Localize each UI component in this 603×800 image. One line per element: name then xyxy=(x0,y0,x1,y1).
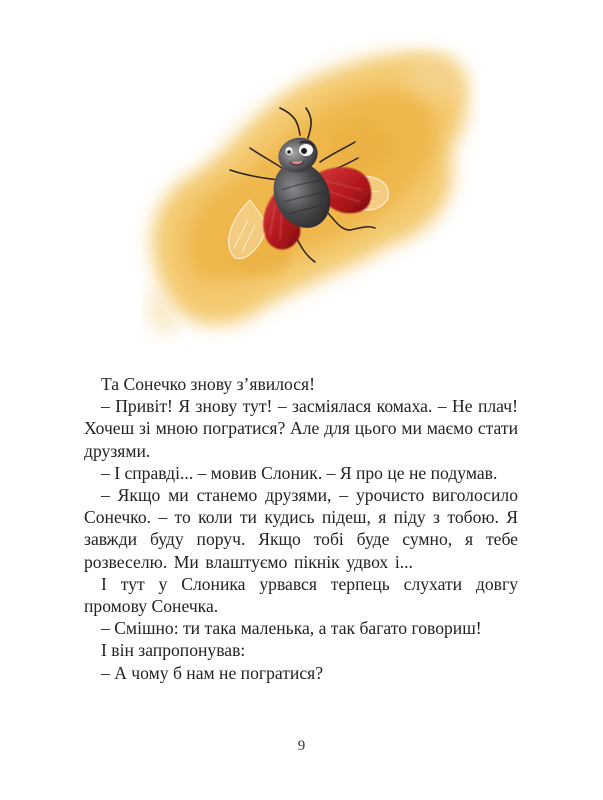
paragraph: І він запропонував: xyxy=(101,640,246,661)
paragraph: Та Сонечко знову з’явилося! xyxy=(101,374,315,394)
paragraph: – А чому б нам не погратися? xyxy=(101,662,324,683)
paragraph: – Якщо ми станемо друзями, – урочисто виголосило Сонечко. – то коли ти кудись підеш, я піду з тобою. Я завжди буду поруч. Якщо тобі буде сумно, я тебе розвеселю. Ми влаштуємо пікнік удвох і... xyxy=(84,485,518,572)
paragraph: – І справді... – мовив Слоник. – Я про це не подумав. xyxy=(101,462,498,483)
paragraph: І тут у Слоника урвався терпець слухати довгу промову Сонечка. xyxy=(84,573,518,617)
page-number: 9 xyxy=(297,738,306,754)
ladybug-watercolor-image xyxy=(130,30,480,360)
paragraph: – Привіт! Я знову тут! – засміялася комаха. – Не плач! Хочеш зі мною погратися? Але для цього ми маємо стати друзями. xyxy=(84,396,518,461)
ladybug-illustration xyxy=(130,30,480,360)
paragraph: – Смішно: ти така маленька, а так багато говориш! xyxy=(101,618,482,639)
story-text xyxy=(84,373,518,684)
